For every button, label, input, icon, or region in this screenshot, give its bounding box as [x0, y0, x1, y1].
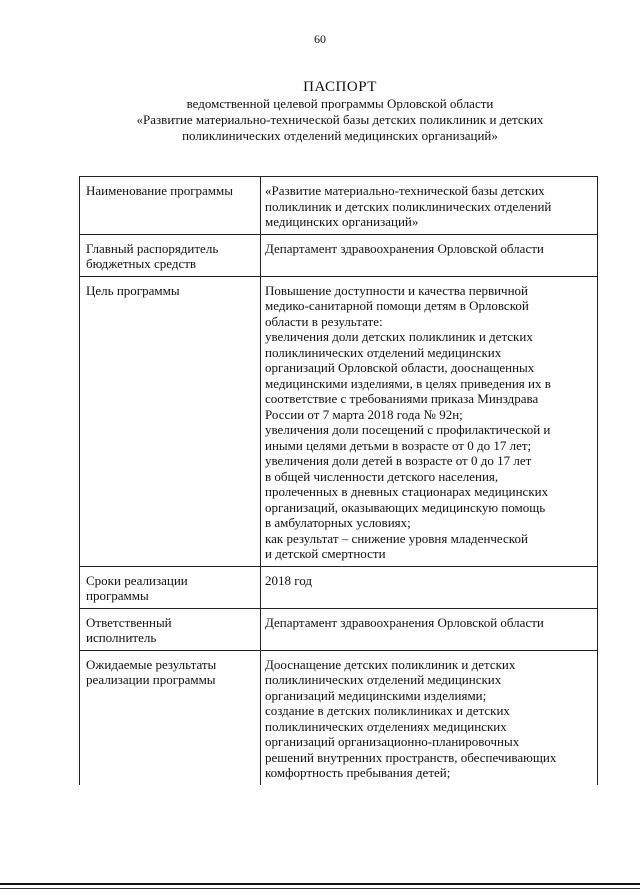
row-label-cell [80, 566, 261, 608]
bottom-rule-secondary [0, 888, 640, 889]
row-value-line: и детской смертности [265, 546, 386, 561]
row-value-line: иными целями детьми в возрасте от 0 до 17 лет; [265, 437, 532, 453]
row-label-line: бюджетных средств [86, 256, 197, 271]
row-value-cell [261, 276, 598, 566]
row-label-line: Цель программы [86, 282, 180, 298]
row-value-line: Дооснащение детских поликлиник и детских [265, 656, 516, 672]
row-value-line: области в результате: [265, 313, 383, 329]
row-value-line: пролеченных в дневных стационарах медицинских [265, 484, 549, 499]
row-value-line: в общей численности детского населения, [265, 468, 499, 484]
row-value-line: Департамент здравоохранения Орловской области [265, 240, 544, 256]
row-label-line: Наименование программы [86, 183, 233, 198]
row-value-line: поликлинических отделениях медицинских [265, 718, 507, 734]
passport-table [79, 176, 598, 785]
table-row [80, 650, 598, 785]
row-value-cell [261, 234, 598, 276]
row-value-cell [261, 177, 598, 235]
row-value-line: медицинскими изделиями, в целях приведения их в [265, 375, 551, 391]
row-value-line: комфортность пребывания детей; [265, 765, 451, 780]
row-value-line: увеличения доли посещений с профилактической и [265, 422, 551, 437]
row-label-line: Сроки реализации [86, 572, 188, 588]
row-value-line: увеличения доли детей в возрасте от 0 до 17 лет [265, 453, 532, 468]
row-label-line: программы [86, 588, 149, 603]
row-value-line: поликлинических отделений медицинских [265, 344, 502, 360]
row-value-line: организаций Орловской области, дооснащенных [265, 360, 535, 375]
row-value-cell [261, 566, 598, 608]
row-value-line: организаций медицинскими изделиями; [265, 687, 487, 703]
row-label-line: Ответственный [86, 614, 172, 630]
row-value-line: создание в детских поликлиниках и детских [265, 703, 510, 718]
row-value-line: как результат – снижение уровня младенческой [265, 530, 528, 546]
row-value-line: организаций, оказывающих медицинскую помощь [265, 499, 546, 515]
table-row [80, 276, 598, 566]
table-row [80, 234, 598, 276]
document-title-block [40, 78, 640, 144]
row-label-line: Главный распорядитель [86, 240, 219, 256]
row-label-line: реализации программы [86, 672, 216, 687]
subtitle-line: поликлинических отделений медицинских организаций» [182, 128, 498, 143]
row-value-line: России от 7 марта 2018 года № 92н; [265, 406, 463, 422]
row-value-line: «Развитие материально-технической базы детских [265, 183, 545, 198]
row-value-line: в амбулаторных условиях; [265, 515, 411, 530]
row-value-line: увеличения доли детских поликлиник и детских [265, 329, 533, 344]
row-value-cell [261, 608, 598, 650]
row-label-cell [80, 608, 261, 650]
row-value-cell [261, 650, 598, 785]
row-value-line: медико-санитарной помощи детям в Орловской [265, 298, 529, 313]
row-label-cell [80, 177, 261, 235]
row-label-line: Ожидаемые результаты [86, 656, 217, 672]
row-label-cell [80, 234, 261, 276]
document-title: ПАСПОРТ [303, 79, 377, 95]
table-row [80, 177, 598, 235]
row-value-line: Департамент здравоохранения Орловской области [265, 614, 544, 630]
passport-table-body [80, 177, 598, 785]
table-row [80, 608, 598, 650]
row-value-line: организаций организационно-планировочных [265, 734, 520, 749]
row-label-line: исполнитель [86, 630, 157, 645]
bottom-rule [0, 883, 640, 885]
row-label-cell [80, 276, 261, 566]
row-value-line: медицинских организаций» [265, 214, 419, 229]
row-value-line: Повышение доступности и качества первичной [265, 282, 529, 298]
row-value-line: поликлиник и детских поликлинических отделений [265, 198, 552, 214]
table-row [80, 566, 598, 608]
row-value-line: соответствие с требованиями приказа Минздрава [265, 391, 539, 406]
subtitle-line: ведомственной целевой программы Орловской области [186, 96, 494, 111]
subtitle-line: «Развитие материально-технической базы детских поликлиник и детских [136, 112, 544, 127]
row-value-line: поликлинических отделений медицинских [265, 672, 502, 687]
row-value-line: решений внутренних пространств, обеспечивающих [265, 749, 557, 765]
row-value-line: 2018 год [265, 572, 312, 588]
row-label-cell [80, 650, 261, 785]
page-number: 60 [314, 32, 326, 46]
